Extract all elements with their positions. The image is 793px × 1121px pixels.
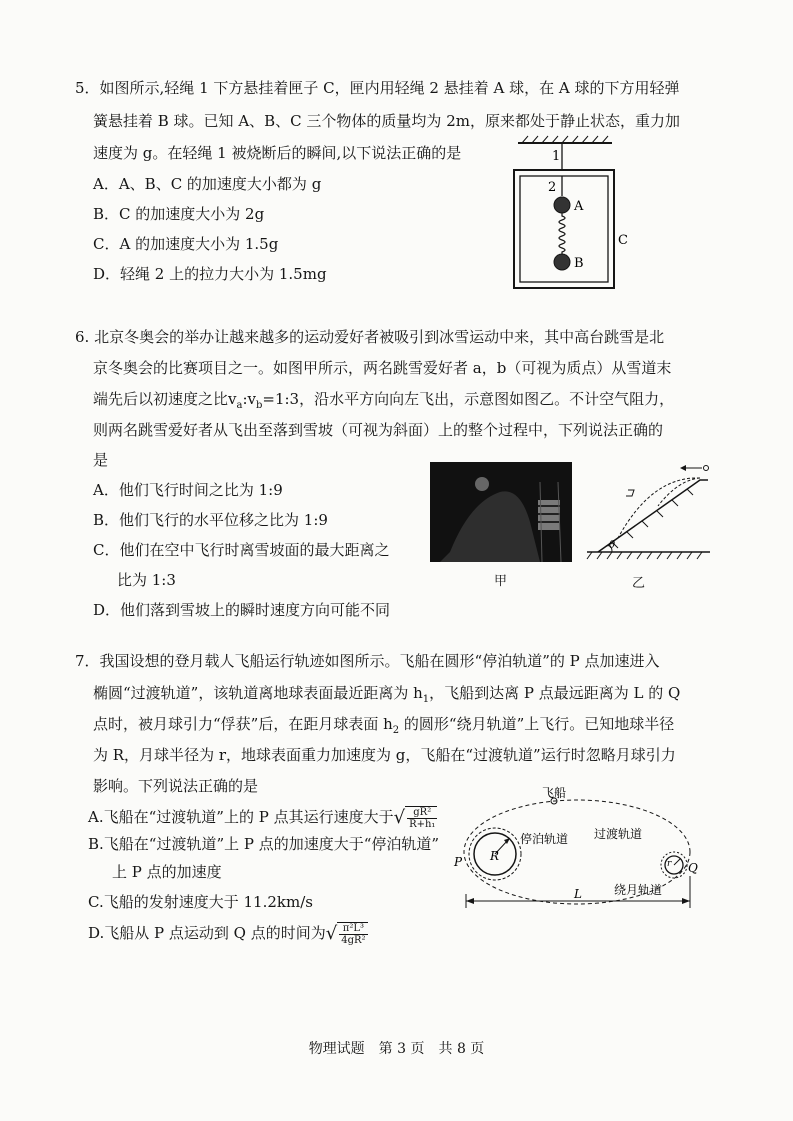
label-rope-1: 1: [552, 149, 561, 164]
q6-option-c: C．他们在空中飞行时离雪坡面的最大距离之: [93, 541, 390, 559]
label-moon-radius: r: [667, 859, 672, 869]
spring: [559, 213, 565, 254]
label-c: C: [618, 233, 628, 248]
distance-l-right-arrow: [682, 898, 690, 904]
ceiling-hatch: [522, 136, 608, 143]
q5-option-c: C．A 的加速度大小为 1.5g: [93, 235, 279, 253]
q6-line4: 则两名跳雪爱好者从飞出至落到雪坡（可视为斜面）上的整个过程中，下列说法正确的: [93, 421, 664, 439]
q5-line2: 簧悬挂着 B 球。已知 A、B、C 三个物体的质量均为 2m，原来都处于静止状态，重力加: [93, 112, 680, 130]
label-transfer-orbit: 过渡轨道: [594, 827, 643, 841]
q7-option-a: A.飞船在“过渡轨道”上的 P 点其运行速度大于√ $\frac{\text{gR²}}{\text{R+h₁}}$: [88, 807, 436, 830]
label-earth-radius: R: [490, 849, 500, 863]
distance-l-left-arrow: [466, 898, 474, 904]
lunar-orbit-diagram: [450, 786, 700, 916]
label-a: A: [574, 199, 584, 214]
q7-option-b-cont: 上 P 点的加速度: [112, 863, 222, 881]
ball-a: [554, 197, 570, 213]
slope-hatch: [612, 489, 693, 548]
q6-line2: 京冬奥会的比赛项目之一。如图甲所示，两名跳雪爱好者 a，b（可视为质点）从雪道末: [93, 359, 672, 377]
skier-icon: [626, 490, 634, 496]
q5-line3: 速度为 g。在轻绳 1 被烧断后的瞬间,以下说法正确的是: [93, 144, 462, 162]
q6-option-a: A．他们飞行时间之比为 1:9: [93, 481, 283, 499]
q7-line1: 7．我国设想的登月载人飞船运行轨迹如图所示。飞船在圆形“停泊轨道”的 P 点加速进入: [75, 652, 660, 670]
q7-line2: 椭圆“过渡轨道”，该轨道离地球表面最近距离为 $h_1$，飞船到达离 P 点最远距离为 L 的 Q: [93, 684, 681, 705]
label-distance-l: L: [574, 887, 582, 901]
label-point-p: P: [454, 855, 463, 869]
q5-box-diagram: [500, 128, 640, 298]
q6-option-c-cont: 比为 1:3: [117, 571, 176, 589]
q7-line3: 点时，被月球引力“俘获”后，在距月球表面 $h_2$ 的圆形“绕月轨道”上飞行。已知地球半径: [93, 715, 675, 736]
label-rope-2: 2: [548, 180, 557, 195]
label-parking-orbit: 停泊轨道: [520, 832, 569, 846]
angle-theta: θ: [609, 540, 616, 551]
q6-option-d: D．他们落到雪坡上的瞬时速度方向可能不同: [93, 601, 391, 619]
q7-line5: 影响。下列说法正确的是: [93, 777, 259, 795]
velocity-arrow-head: [680, 465, 686, 471]
caption-yi: 乙: [632, 576, 646, 591]
trajectory-a: [658, 478, 700, 506]
q7-option-d: D.飞船从 P 点运动到 Q 点的时间为√ $\frac{\text{π²L³}}{\text{4gR²}}$: [88, 923, 366, 946]
q6-option-b: B．他们飞行的水平位移之比为 1:9: [93, 511, 328, 529]
q6-line5: 是: [93, 451, 109, 469]
ski-jump-photo-art: [430, 462, 572, 562]
ski-slope-diagram: [582, 456, 717, 566]
page-footer: 物理试题 第 3 页 共 8 页: [308, 1041, 485, 1057]
q7-option-b: B.飞船在“过渡轨道”上 P 点的加速度大于“停泊轨道”: [88, 835, 440, 853]
q5-option-d: D．轻绳 2 上的拉力大小为 1.5mg: [93, 265, 327, 283]
ski-jump-photo: [430, 462, 572, 562]
ball-b: [554, 254, 570, 270]
label-lunar-orbit: 绕月轨道: [614, 883, 663, 897]
box-c: [514, 170, 614, 288]
q5-option-a: A．A、B、C 的加速度大小都为 g: [93, 175, 322, 193]
label-b: B: [574, 256, 584, 271]
jumper-icon: [704, 466, 709, 471]
caption-jia: 甲: [494, 574, 508, 589]
q6-line1: 6. 北京冬奥会的举办让越来越多的运动爱好者被吸引到冰雪运动中来，其中高台跳雪是北: [75, 328, 665, 346]
ground-hatch: [587, 552, 702, 559]
q5-line1: 5．如图所示,轻绳 1 下方悬挂着匣子 C，匣内用轻绳 2 悬挂着 A 球，在 A 球的下方用轻弹: [75, 79, 680, 97]
label-point-q: Q: [688, 861, 698, 875]
q7-option-c: C.飞船的发射速度大于 11.2km/s: [88, 893, 313, 911]
q6-line3: 端先后以初速度之比$v_a:v_b=1:3$，沿水平方向向左飞出，示意图如图乙。不计空气阻力，: [93, 390, 675, 411]
q7-line4: 为 R，月球半径为 r，地球表面重力加速度为 g，飞船在“过渡轨道”运行时忽略月球引力: [93, 746, 676, 764]
q5-option-b: B．C 的加速度大小为 2g: [93, 205, 265, 223]
moon-radius: [674, 859, 680, 865]
label-spaceship: 飞船: [542, 786, 567, 800]
